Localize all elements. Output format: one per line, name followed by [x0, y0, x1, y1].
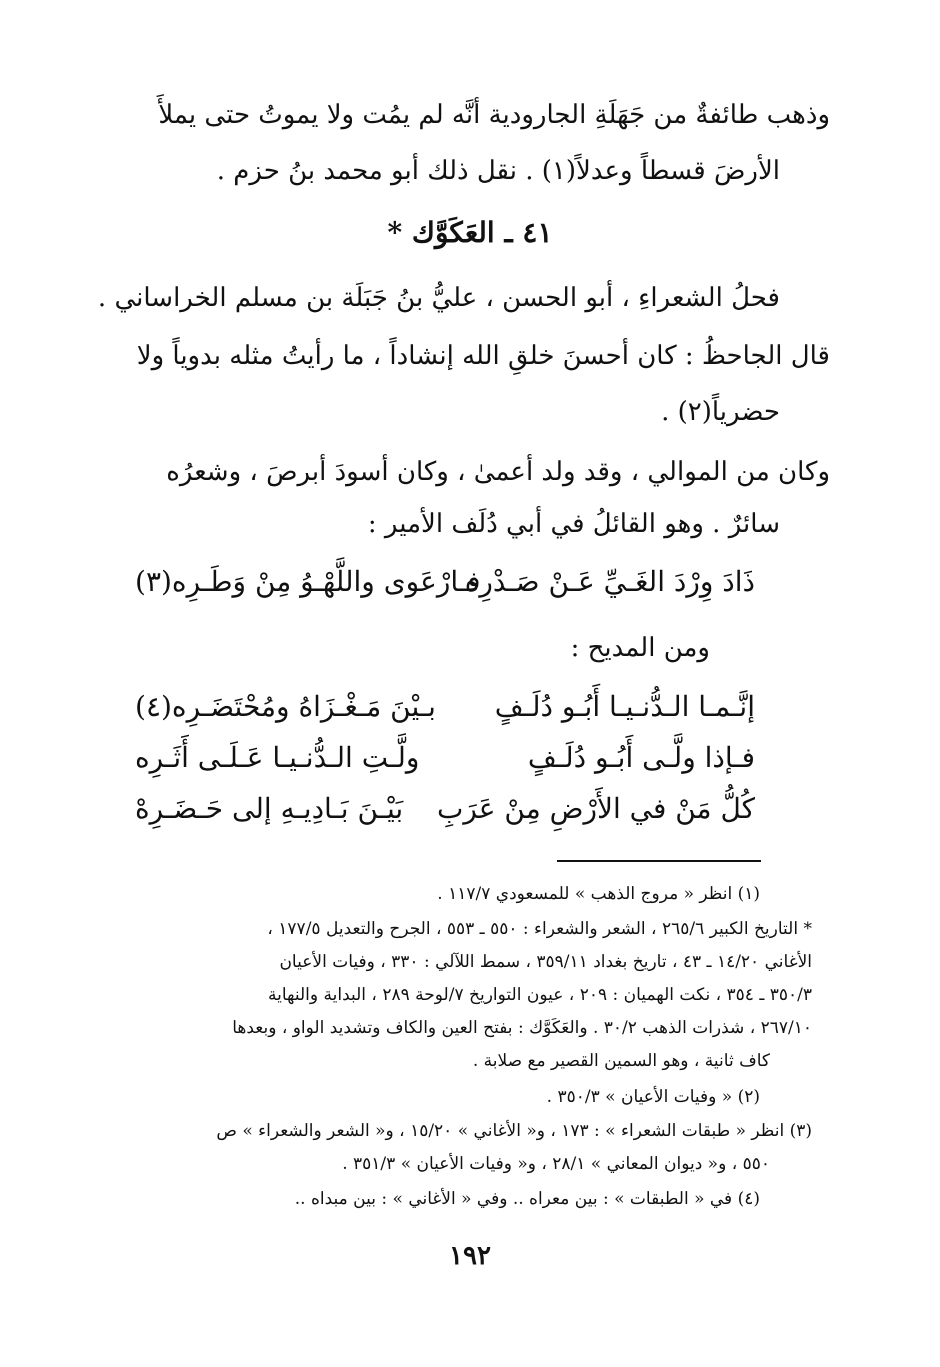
paragraph-line: وذهب طائفةٌ من جَهَلَةِ الجارودية أنَّه لم يمُت ولا يموتُ حتى يملأَ	[158, 100, 830, 130]
paragraph-line: فحلُ الشعراءِ ، أبو الحسن ، عليُّ بنُ جَبَلَة بن مسلم الخراساني .	[97, 283, 780, 313]
footnote-line: ٥٥٠ ، و« ديوان المعاني » ٢٨/١ ، و« وفيات الأعيان » ٣٥١/٣ .	[342, 1154, 770, 1174]
verse-line	[135, 741, 755, 781]
verse-first-hemistich: ذَادَ وِرْدَ الغَـيِّ عَـنْ صَـدْرِه	[464, 565, 755, 598]
verse-first-hemistich: كُلُّ مَنْ في الأَرْضِ مِنْ عَرَبِ	[436, 792, 755, 825]
page-number: ١٩٢	[449, 1241, 491, 1271]
verse-first-hemistich: فـإذا ولَّـى أَبُـو دُلَـفٍ	[527, 741, 755, 774]
footnote-line: (١) انظر « مروج الذهب » للمسعودي ١١٧/٧ .	[437, 884, 760, 904]
footnote-separator	[557, 860, 761, 862]
footnote-line: (٤) في « الطبقات » : بين معراه .. وفي « الأغاني » : بين مبداه ..	[294, 1189, 760, 1209]
footnote-line: الأغاني ١٤/٢٠ ـ ٤٣ ، تاريخ بغداد ٣٥٩/١١ ، سمط اللآلي : ٣٣٠ ، وفيات الأعيان	[279, 952, 812, 972]
verse-second-hemistich: ولَّـتِ الـدُّنـيـا عَـلَـى أَثَـرِه	[135, 741, 420, 774]
footnote-line: ٣٥٠/٣ ـ ٣٥٤ ، نكت الهميان : ٢٠٩ ، عيون التواريخ ٧/لوحة ٢٨٩ ، البداية والنهاية	[268, 985, 812, 1005]
verse-line	[135, 690, 755, 730]
verse-second-hemistich: بـيْنَ مَـغْـزَاهُ ومُحْتَضَـرِه(٤)	[135, 690, 436, 723]
footnote-line: ٢٦٧/١٠ ، شذرات الذهب ٣٠/٢ . والعَكَوَّك : بفتح العين والكاف وتشديد الواو ، وبعدها	[232, 1018, 812, 1038]
verse-first-hemistich: إنَّـمـا الـدُّنـيـا أَبُـو دُلَـفٍ	[494, 690, 755, 723]
section-heading: ٤١ ـ العَكَوَّك *	[387, 216, 553, 249]
footnote-line: (٣) انظر « طبقات الشعراء » : ١٧٣ ، و« الأغاني » ١٥/٢٠ ، و« الشعر والشعراء » ص	[216, 1121, 812, 1141]
madih-intro: ومن المديح :	[570, 633, 710, 663]
footnote-line: (٢) « وفيات الأعيان » ٣٥٠/٣ .	[546, 1087, 760, 1107]
verse-line	[135, 792, 755, 832]
footnote-line: * التاريخ الكبير ٢٦٥/٦ ، الشعر والشعراء : ٥٥٠ ـ ٥٥٣ ، الجرح والتعديل ١٧٧/٥ ،	[267, 919, 812, 939]
paragraph-line: حضرياً(٢) .	[661, 397, 780, 427]
paragraph-line: وكان من الموالي ، وقد ولد أعمىٰ ، وكان أسودَ أبرصَ ، وشعرُه	[166, 457, 830, 487]
paragraph-line: الأرضَ قسطاً وعدلاً(١) . نقل ذلك أبو محمد بنُ حزم .	[216, 156, 780, 186]
footnote-line: كاف ثانية ، وهو السمين القصير مع صلابة .	[472, 1051, 770, 1071]
verse-line	[135, 565, 755, 605]
verse-second-hemistich: بَيْـنَ بَـادِيـهِ إلى حَـضَـرِهْ	[135, 792, 404, 825]
paragraph-line: قال الجاحظُ : كان أحسنَ خلقِ الله إنشاداً ، ما رأيتُ مثله بدوياً ولا	[136, 341, 830, 371]
verse-second-hemistich: فـارْعَوى واللَّهْـوُ مِنْ وَطَـرِه(٣)	[135, 565, 481, 598]
paragraph-line: سائرٌ . وهو القائلُ في أبي دُلَف الأمير :	[367, 509, 780, 539]
